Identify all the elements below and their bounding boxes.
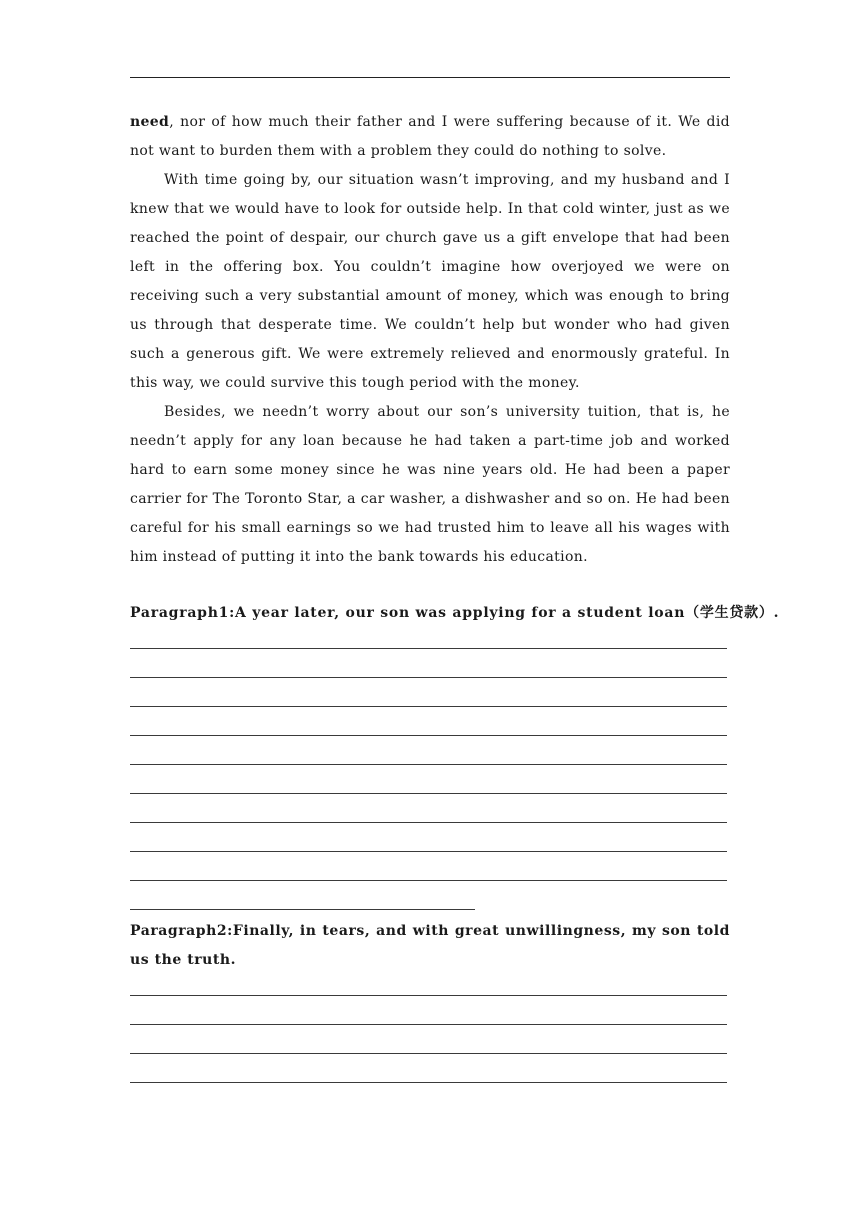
paragraph1-prompt: Paragraph1:A year later, our son was applying for a student loan（学生贷款）. xyxy=(130,605,780,621)
writing-line xyxy=(130,995,727,996)
writing-line xyxy=(130,648,727,649)
writing-line xyxy=(130,1024,727,1025)
paragraph2-prompt: Paragraph2:Finally, in tears, and with great unwillingness, my son told us the truth. xyxy=(130,923,730,968)
writing-line xyxy=(130,677,727,678)
writing-line xyxy=(130,909,475,910)
header-rule xyxy=(130,77,730,78)
story-paragraph-3: Besides, we needn’t worry about our son’s university tuition, that is, he needn’t apply for any loan because he had taken a part-time job and worked hard to earn some money since he was nine years old. He had been a paper carrier for The Toronto Star, a car washer, a dishwasher and so on. He had been careful for his small earnings so we had trusted him to leave all his wages with him instead of putting it into the bank towards his education. xyxy=(130,404,730,565)
writing-line xyxy=(130,851,727,852)
writing-line xyxy=(130,793,727,794)
writing-line xyxy=(130,1053,727,1054)
writing-line xyxy=(130,735,727,736)
writing-line xyxy=(130,706,727,707)
story-paragraph-1-text: , nor of how much their father and I were suffering because of it. We did not want to burden them with a problem they could do nothing to solve. xyxy=(130,114,730,159)
story-paragraph-2: With time going by, our situation wasn’t improving, and my husband and I knew that we would have to look for outside help. In that cold winter, just as we reached the point of despair, our church gave us a gift envelope that had been left in the offering box. You couldn’t imagine how overjoyed we were on receiving such a very substantial amount of money, which was enough to bring us through that desperate time. We couldn’t help but wonder who had given such a generous gift. We were extremely relieved and enormously grateful. In this way, we could survive this tough period with the money. xyxy=(130,172,730,391)
story-paragraph-1 xyxy=(130,108,730,166)
writing-line xyxy=(130,764,727,765)
writing-line xyxy=(130,1082,727,1083)
writing-line xyxy=(130,822,727,823)
story-bold-word: need xyxy=(130,114,170,130)
writing-line xyxy=(130,880,727,881)
story-text xyxy=(130,108,730,572)
